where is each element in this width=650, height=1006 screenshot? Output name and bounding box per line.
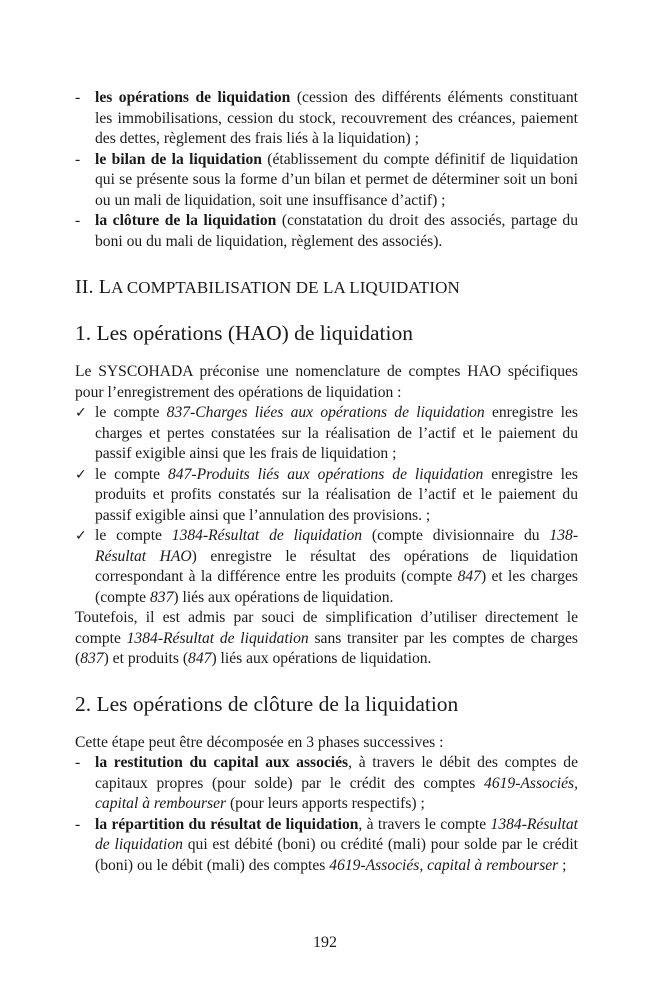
item-text: ) enregistre le résultat des opérations de liquidation correspondant à la différence entre les produits (compte bbox=[95, 547, 578, 585]
item-term: le bilan de la liquidation bbox=[95, 150, 262, 168]
paragraph bbox=[75, 608, 578, 670]
account-name: 847-Produits liés aux opérations de liquidation bbox=[168, 465, 484, 483]
account-name: 1384-Résultat de liquidation bbox=[171, 527, 363, 544]
dash-marker: - bbox=[75, 150, 81, 168]
list-item bbox=[75, 403, 578, 465]
accounts-list bbox=[75, 403, 578, 608]
item-text: (constatation du droit des associés, partage du boni ou du mali de liquidation, règlement des associés). bbox=[95, 212, 578, 250]
item-text: (cession des différents éléments constituant les immobilisations, cession du stock, recouvrement des créances, paiement des dettes, règlement des frais liés à la liquidation) ; bbox=[95, 89, 578, 147]
account-number: 847 bbox=[188, 650, 212, 667]
item-term: la restitution du capital aux associés bbox=[95, 754, 349, 771]
dash-marker: - bbox=[75, 89, 81, 106]
item-text: (pour leurs apports respectifs) ; bbox=[226, 795, 425, 812]
section-heading bbox=[75, 276, 578, 299]
text-run: sans transiter par les comptes de charges ( bbox=[75, 629, 578, 667]
dash-marker: - bbox=[75, 754, 81, 771]
item-text: qui est débité (boni) ou crédité (mali) pour solde par le crédit (boni) ou le débit (mali) des comptes bbox=[95, 836, 579, 874]
page-body bbox=[75, 88, 578, 876]
item-text: , à travers le débit des comptes de capitaux propres (pour solde) par le crédit des comptes bbox=[95, 754, 578, 792]
account-name: 4619-Associés, capital à rembourser bbox=[95, 774, 578, 812]
text-run: ) liés aux opérations de liquidation. bbox=[211, 650, 432, 667]
item-term: les opérations de liquidation bbox=[95, 89, 291, 106]
list-item bbox=[75, 150, 578, 212]
item-text: (établissement du compte définitif de liquidation qui se présente sous la forme d’un bilan et permet de déterminer soit un boni ou un mali de liquidation, soit une insuffisance d’actif) ; bbox=[95, 150, 578, 209]
section-number: II. bbox=[75, 276, 99, 298]
dash-marker: - bbox=[75, 815, 81, 833]
item-text: ; bbox=[558, 856, 567, 874]
item-text: enregistre les charges et pertes constatées sur la réalisation de l’actif et le paiement du passif exigible ainsi que les frais de liquidation ; bbox=[95, 404, 578, 462]
item-term: la répartition du résultat de liquidation bbox=[95, 815, 359, 833]
liquidation-phases-list bbox=[75, 88, 578, 252]
item-text: le compte bbox=[95, 404, 167, 421]
item-text: , à travers le compte bbox=[358, 815, 491, 833]
check-icon: ✓ bbox=[75, 528, 87, 544]
text-run: ) et produits ( bbox=[103, 650, 189, 667]
section-initial: L bbox=[98, 276, 112, 298]
account-number: 837 bbox=[80, 650, 104, 667]
list-item bbox=[75, 88, 578, 150]
list-item bbox=[75, 753, 578, 815]
account-name: 1384-Résultat de liquidation bbox=[95, 815, 579, 853]
check-icon: ✓ bbox=[75, 466, 87, 483]
list-item bbox=[75, 526, 578, 608]
item-term: la clôture de la liquidation bbox=[95, 212, 277, 229]
account-name: 837-Charges liées aux opérations de liquidation bbox=[166, 404, 485, 421]
account-number: 837 bbox=[150, 588, 174, 606]
section-title: A COMPTABILISATION DE LA LIQUIDATION bbox=[111, 278, 460, 297]
item-text: le compte bbox=[95, 527, 172, 544]
list-item bbox=[75, 211, 578, 252]
account-name: 1384-Résultat de liquidation bbox=[126, 629, 309, 647]
page-number: 192 bbox=[313, 934, 337, 951]
item-text: le compte bbox=[95, 465, 168, 483]
account-name: 4619-Associés, capital à rembourser bbox=[329, 856, 559, 874]
paragraph: Le SYSCOHADA préconise une nomenclature de comptes HAO spécifiques pour l’enregistrement des opérations de liquidation : bbox=[75, 363, 578, 401]
dash-marker: - bbox=[75, 212, 81, 229]
item-text: ) liés aux opérations de liquidation. bbox=[173, 588, 394, 606]
account-name: 138-Résultat HAO bbox=[95, 527, 579, 565]
item-text: ) et les charges (compte bbox=[95, 568, 578, 606]
text-run: Toutefois, il est admis par souci de simplification d’utiliser directement le compte bbox=[75, 609, 578, 647]
item-text: (compte divisionnaire du bbox=[362, 527, 550, 544]
item-text: enregistre les produits et profits constatés sur la réalisation de l’actif et le paiement du passif exigible ainsi que l’annulation des provisions. ; bbox=[95, 465, 578, 524]
list-item bbox=[75, 815, 578, 877]
check-icon: ✓ bbox=[75, 405, 87, 421]
list-item bbox=[75, 465, 578, 527]
closing-phases-list bbox=[75, 753, 578, 876]
account-number: 847 bbox=[457, 568, 481, 585]
paragraph: Cette étape peut être décomposée en 3 phases successives : bbox=[75, 733, 444, 751]
subsection-heading: 2. Les opérations de clôture de la liquidation bbox=[75, 691, 459, 716]
subsection-heading: 1. Les opérations (HAO) de liquidation bbox=[75, 321, 413, 345]
